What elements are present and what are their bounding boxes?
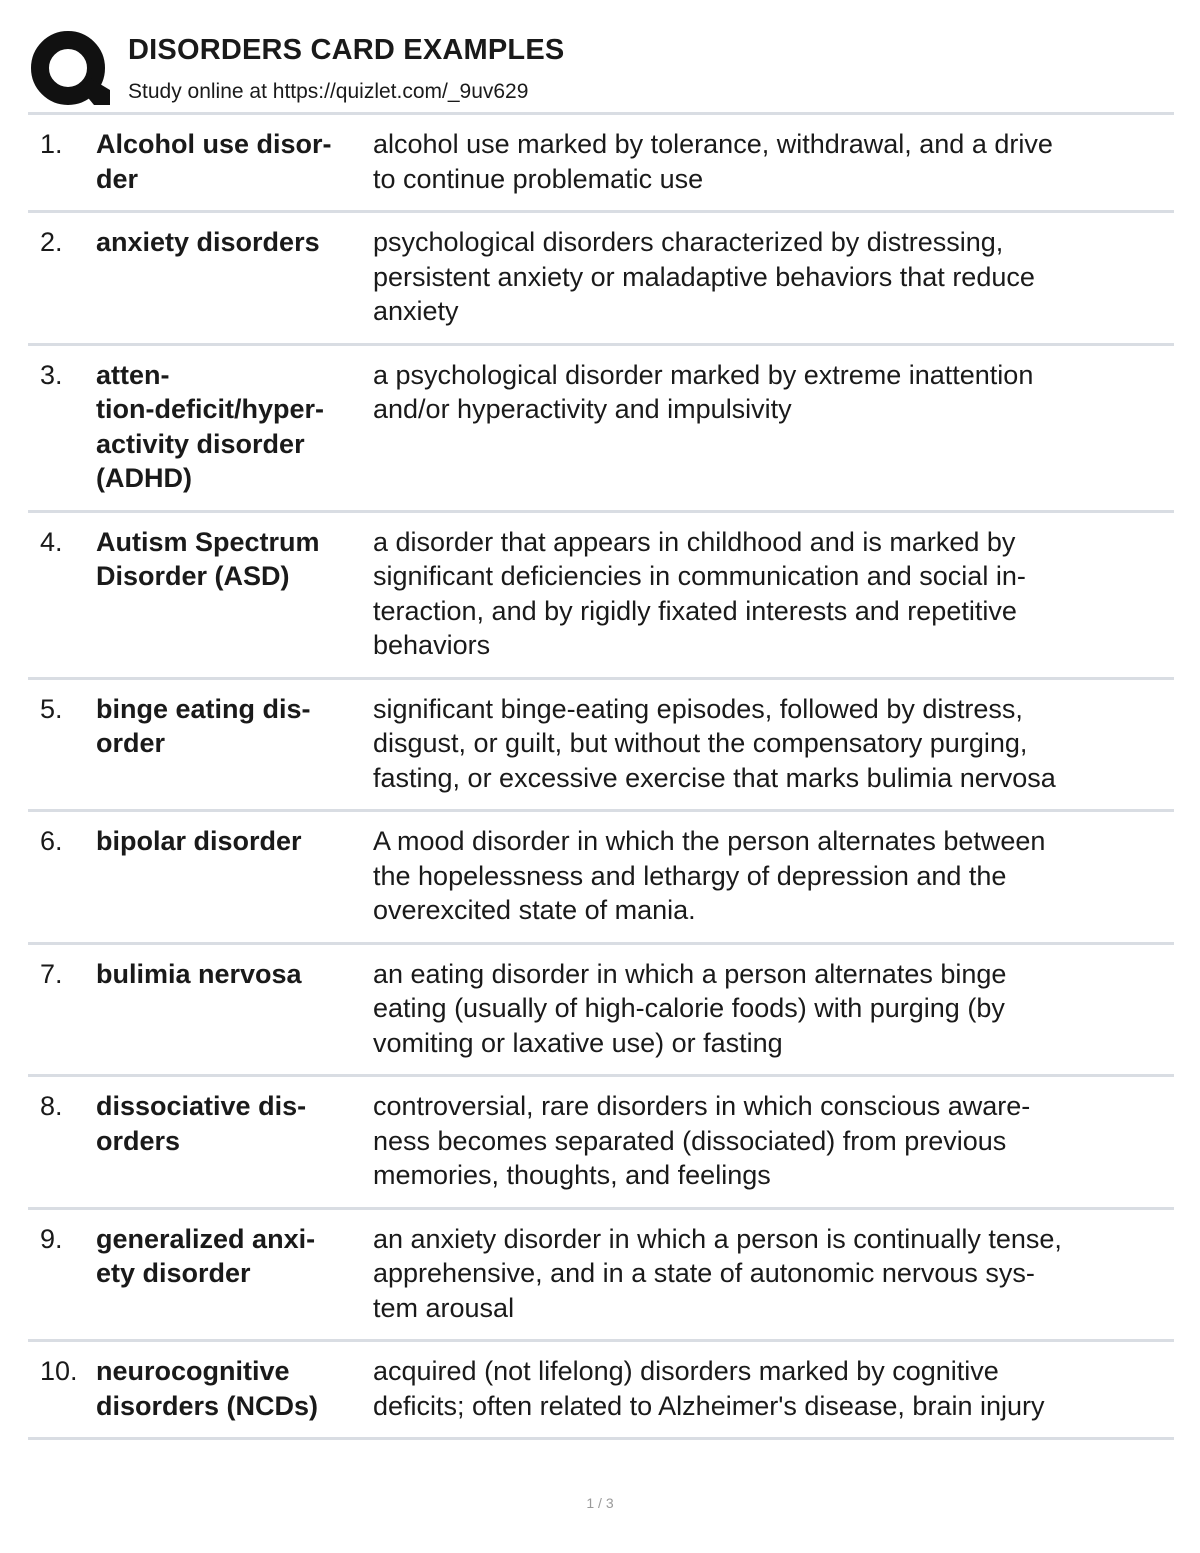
card-term-line: disorders (NCDs) xyxy=(96,1390,319,1421)
card-definition-line: eating (usually of high-calorie foods) with purging (by xyxy=(373,993,1005,1023)
card-term xyxy=(96,1089,373,1158)
card-term-line: (ADHD) xyxy=(96,463,192,493)
card-term-line: order xyxy=(96,728,166,758)
card-term-line: der xyxy=(96,163,139,194)
card-definition-line: fasting, or excessive exercise that marks bulimia nervosa xyxy=(373,762,1056,793)
card-term-line: bulimia nervosa xyxy=(96,958,302,989)
card-definition-line: behaviors xyxy=(373,630,491,660)
card-number: 8. xyxy=(40,1091,63,1121)
card-term-line: anxiety disorders xyxy=(96,227,320,257)
card-definition-line: an eating disorder in which a person alternates binge xyxy=(373,958,1007,989)
card-number: 2. xyxy=(40,227,63,257)
card-definition xyxy=(373,225,1174,329)
card-definition-line: acquired (not lifelong) disorders marked by cognitive xyxy=(373,1356,999,1386)
card-definition-line: to continue problematic use xyxy=(373,163,704,194)
card-term xyxy=(96,957,373,992)
card-term-line: Autism Spectrum xyxy=(96,526,320,557)
card-term-line: neurocognitive xyxy=(96,1356,290,1386)
card-list xyxy=(28,115,1174,1440)
card-definition xyxy=(373,957,1174,1061)
card-term xyxy=(96,127,373,196)
card-definition xyxy=(373,127,1174,196)
card-definition-line: controversial, rare disorders in which conscious aware- xyxy=(373,1091,1031,1121)
card-definition xyxy=(373,525,1174,663)
card-definition-line: a psychological disorder marked by extreme inattention xyxy=(373,359,1034,390)
card-term xyxy=(96,1354,373,1423)
card-row xyxy=(28,812,1174,945)
card-definition-line: alcohol use marked by tolerance, withdrawal, and a drive xyxy=(373,129,1053,159)
card-row xyxy=(28,1077,1174,1210)
card-definition-line: disgust, or guilt, but without the compensatory purging, xyxy=(373,728,1028,758)
card-term-line: bipolar disorder xyxy=(96,826,302,856)
card-row xyxy=(28,1342,1174,1440)
card-number: 9. xyxy=(40,1223,63,1254)
card-term-line: generalized anxi- xyxy=(96,1223,316,1254)
card-row xyxy=(28,346,1174,513)
card-definition-line: teraction, and by rigidly fixated interests and repetitive xyxy=(373,595,1017,626)
card-definition-line: and/or hyperactivity and impulsivity xyxy=(373,394,792,424)
card-definition-line: significant binge-eating episodes, followed by distress, xyxy=(373,693,1023,724)
card-definition-line: a disorder that appears in childhood and is marked by xyxy=(373,526,1016,557)
card-definition xyxy=(373,358,1174,427)
card-definition-line: the hopelessness and lethargy of depression and the xyxy=(373,860,1007,891)
quizlet-logo-icon xyxy=(30,30,110,108)
document-header xyxy=(30,30,1175,110)
card-definition-line: tem arousal xyxy=(373,1292,515,1323)
card-term-line: atten- xyxy=(96,359,170,390)
card-number: 10. xyxy=(40,1356,78,1386)
card-term xyxy=(96,525,373,594)
card-row xyxy=(28,513,1174,680)
card-definition-line: deficits; often related to Alzheimer's disease, brain injury xyxy=(373,1390,1045,1421)
card-term xyxy=(96,824,373,859)
card-term-line: activity disorder xyxy=(96,428,305,459)
card-definition-line: overexcited state of mania. xyxy=(373,895,696,925)
card-number: 5. xyxy=(40,693,63,724)
document-title: DISORDERS CARD EXAMPLES xyxy=(128,34,565,66)
card-term xyxy=(96,692,373,761)
card-term-line: Alcohol use disor- xyxy=(96,129,332,159)
card-definition-line: anxiety xyxy=(373,296,459,326)
card-definition-line: an anxiety disorder in which a person is continually tense, xyxy=(373,1223,1062,1254)
card-term-line: orders xyxy=(96,1125,181,1156)
card-term-line: ety disorder xyxy=(96,1258,251,1288)
card-term-line: dissociative dis- xyxy=(96,1091,307,1121)
card-number: 6. xyxy=(40,826,63,856)
card-term-line: tion-deficit/hyper- xyxy=(96,394,324,424)
card-row xyxy=(28,945,1174,1078)
card-term xyxy=(96,225,373,260)
card-definition-line: memories, thoughts, and feelings xyxy=(373,1160,771,1190)
card-definition xyxy=(373,824,1174,928)
card-number: 1. xyxy=(40,129,63,159)
card-term xyxy=(96,358,373,496)
page-indicator: 1 / 3 xyxy=(586,1495,614,1511)
card-definition-line: vomiting or laxative use) or fasting xyxy=(373,1027,783,1058)
card-number: 3. xyxy=(40,359,63,390)
card-definition-line: persistent anxiety or maladaptive behaviors that reduce xyxy=(373,261,1035,292)
card-definition-line: apprehensive, and in a state of autonomic nervous sys- xyxy=(373,1258,1035,1288)
card-number: 4. xyxy=(40,526,63,557)
card-row xyxy=(28,213,1174,346)
card-definition-line: ness becomes separated (dissociated) from previous xyxy=(373,1125,1007,1156)
card-definition xyxy=(373,1222,1174,1326)
card-term xyxy=(96,1222,373,1291)
card-definition-line: significant deficiencies in communication and social in- xyxy=(373,561,1026,591)
card-definition xyxy=(373,692,1174,796)
card-row xyxy=(28,1210,1174,1343)
card-definition xyxy=(373,1354,1174,1423)
study-online-link[interactable]: Study online at https://quizlet.com/_9uv629 xyxy=(128,80,529,103)
card-number: 7. xyxy=(40,958,63,989)
card-definition-line: psychological disorders characterized by distressing, xyxy=(373,227,1004,257)
card-row xyxy=(28,115,1174,213)
card-definition xyxy=(373,1089,1174,1193)
card-definition-line: A mood disorder in which the person alternates between xyxy=(373,826,1046,856)
card-term-line: Disorder (ASD) xyxy=(96,561,290,591)
card-term-line: binge eating dis- xyxy=(96,693,311,724)
card-row xyxy=(28,680,1174,813)
